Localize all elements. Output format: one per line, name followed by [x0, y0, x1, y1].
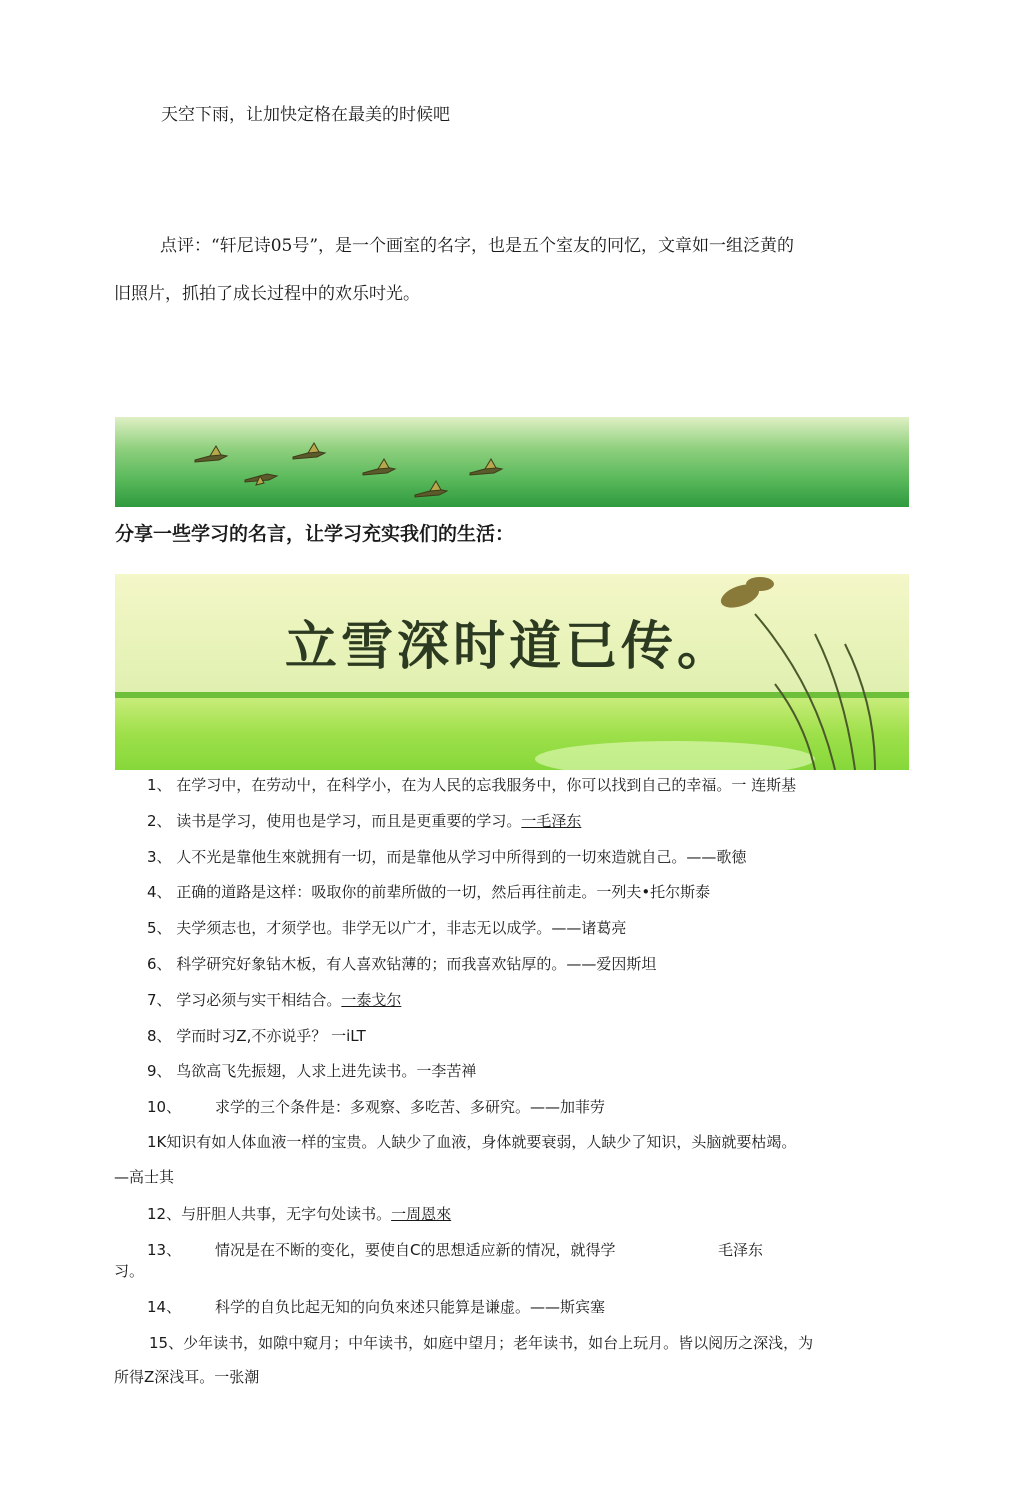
quote-7-text: 7、 学习必须与实干相结合。: [147, 991, 342, 1009]
quote-13-cont: 习。: [114, 1262, 145, 1280]
quote-5: 5、 夫学须志也，才须学也。非学无以广才，非志无以成学。——诸葛亮: [147, 919, 627, 937]
quote-6: 6、 科学研究好象钻木板，有人喜欢钻薄的；而我喜欢钻厚的。——爱因斯坦: [147, 955, 657, 973]
quote-11-line-2: —高士其: [114, 1168, 175, 1186]
quote-12: [147, 1203, 451, 1224]
quote-14-num: 14、: [147, 1298, 182, 1316]
quote-12-author: 一周恩來: [391, 1205, 452, 1223]
quote-11-line-1: 1K知识有如人体血液一样的宝贵。人缺少了血液，身体就要衰弱，人缺少了知识，头脑就要枯竭。: [147, 1133, 797, 1151]
quote-13-author: 毛泽东: [718, 1241, 764, 1259]
quote-7: [147, 989, 401, 1010]
quote-8: 8、 学而时习Z,不亦说乎？ 一iLT: [147, 1027, 366, 1045]
quote-2-text: 2、 读书是学习，使用也是学习，而且是更重要的学习。: [147, 812, 522, 830]
quote-13-num: 13、: [147, 1241, 182, 1259]
quote-4: 4、 正确的道路是这样：吸取你的前辈所做的一切，然后再往前走。一列夫•托尔斯泰: [147, 883, 711, 901]
quote-14-text: 科学的自负比起无知的向负來述只能算是谦虚。——斯宾塞: [215, 1298, 606, 1316]
quote-15-line-2: 所得Z深浅耳。一张潮: [114, 1368, 260, 1386]
comment-line-1: 点评：“轩尼诗05号”，是一个画室的名字，也是五个室友的冋忆，文章如一组泛黄的: [160, 236, 795, 256]
geese-banner: [115, 417, 909, 507]
quote-13-text: 情况是在不断的变化，要使自C的思想适应新的情况，就得学: [215, 1241, 616, 1259]
lake-banner: [115, 574, 909, 770]
comment-line-2: 旧照片，抓拍了成长过程中的欢乐吋光。: [114, 284, 420, 304]
quote-1: 1、 在学习中，在劳动屮，在科学小，在为人民的忘我服务中，你可以找到自己的幸福。一 连斯基: [147, 776, 797, 794]
quote-9: 9、 鸟欲高飞先振翅，人求上进先读书。一李苦禅: [147, 1062, 477, 1080]
quote-10-num: 10、: [147, 1098, 182, 1116]
quote-7-author: 一泰戈尔: [341, 991, 402, 1009]
calligraphy-text: 立雪深时道已传。: [285, 616, 734, 677]
quote-12-text: 12、与肝胆人共事，无字句处读书。: [147, 1205, 392, 1223]
section-heading: 分享一些学习的名言，让学习充实我们的生活：: [115, 523, 515, 545]
intro-line: 天空下雨，让加快定格在最美的时候吧: [161, 105, 450, 125]
geese-banner-image: [115, 417, 909, 507]
quote-2-author: 一毛泽东: [521, 812, 582, 830]
quote-2: [147, 810, 581, 831]
quote-15-line-1: 15、少年读书，如隙中窥月；中年读书，如庭中望月；老年读书，如台上玩月。皆以阅历之深浅，为: [149, 1334, 814, 1352]
quote-3: 3、 人不光是靠他生來就拥有一切，而是靠他从学习中所得到的一切來造就自己。——歌徳: [147, 848, 747, 866]
quote-10-text: 求学的三个条件是：多观察、多吃苦、多研究。——加菲劳: [215, 1098, 606, 1116]
